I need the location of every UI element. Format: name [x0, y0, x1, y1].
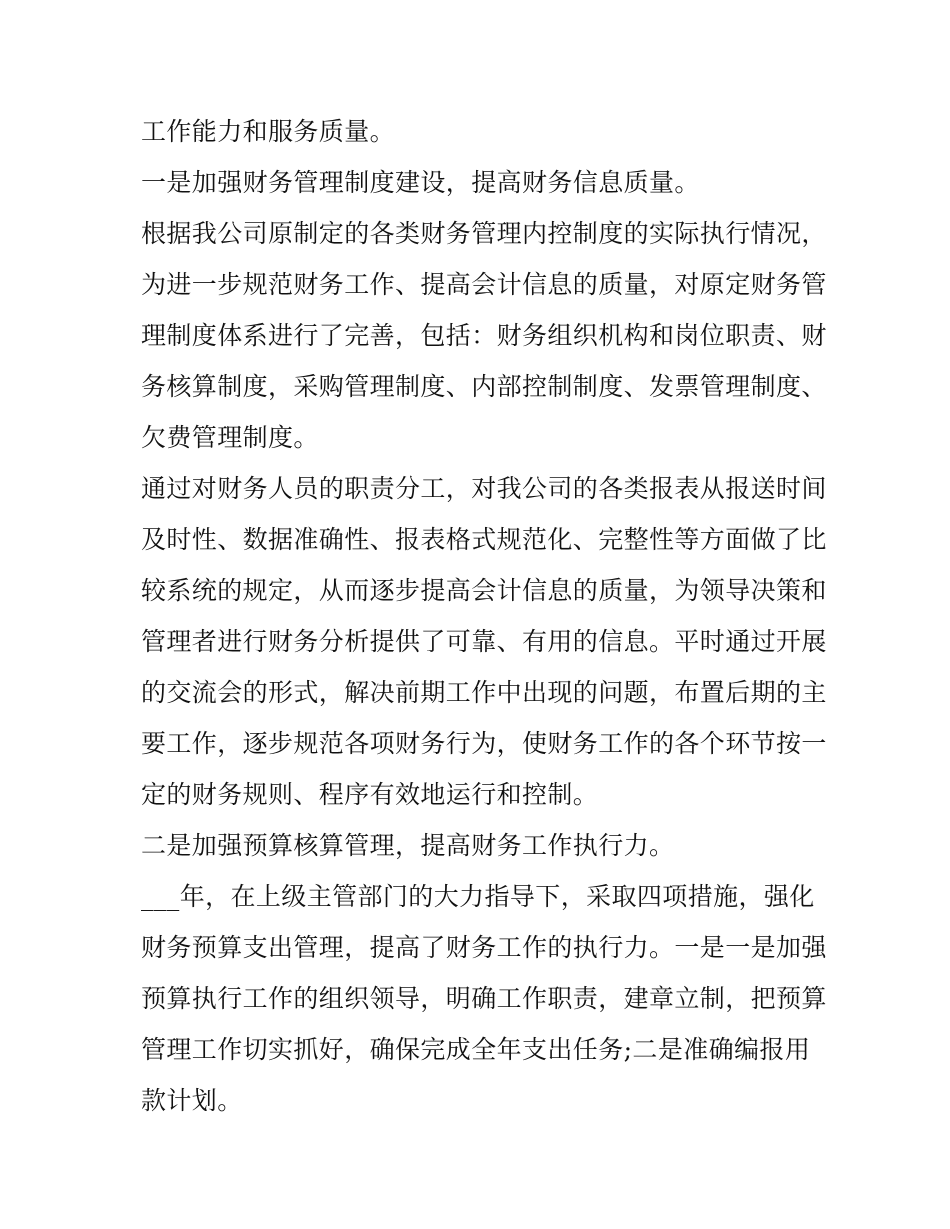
section-heading: 二是加强预算核算管理，提高财务工作执行力。	[141, 831, 675, 860]
text-line: 及时性、数据准确性、报表格式规范化、完整性等方面做了比	[141, 525, 827, 554]
document-body	[141, 106, 827, 1126]
text-line: ___年，在上级主管部门的大力指导下，采取四项措施，强化	[141, 882, 815, 911]
text-line: 通过对财务人员的职责分工，对我公司的各类报表从报送时间	[141, 474, 827, 503]
text-line: 管理工作切实抓好，确保完成全年支出任务;二是准确编报用	[141, 1035, 811, 1064]
text-line: 要工作，逐步规范各项财务行为，使财务工作的各个环节按一	[141, 729, 827, 758]
text-line: 定的财务规则、程序有效地运行和控制。	[141, 780, 599, 809]
text-line: 款计划。	[141, 1086, 243, 1115]
text-line: 理制度体系进行了完善，包括：财务组织机构和岗位职责、财	[141, 321, 827, 350]
text-line: 管理者进行财务分析提供了可靠、有用的信息。平时通过开展	[141, 627, 827, 656]
text-line: 工作能力和服务质量。	[141, 117, 396, 146]
text-line: 预算执行工作的组织领导，明确工作职责，建章立制，把预算	[141, 984, 827, 1013]
section-heading: 一是加强财务管理制度建设，提高财务信息质量。	[141, 168, 700, 197]
text-line: 务核算制度，采购管理制度、内部控制制度、发票管理制度、	[141, 372, 827, 401]
text-line: 财务预算支出管理，提高了财务工作的执行力。一是一是加强	[141, 933, 827, 962]
text-line: 根据我公司原制定的各类财务管理内控制度的实际执行情况，	[141, 219, 827, 248]
text-line: 为进一步规范财务工作、提高会计信息的质量，对原定财务管	[141, 270, 827, 299]
text-line: 欠费管理制度。	[141, 423, 319, 452]
text-line: 的交流会的形式，解决前期工作中出现的问题，布置后期的主	[141, 678, 827, 707]
text-line: 较系统的规定，从而逐步提高会计信息的质量，为领导决策和	[141, 576, 827, 605]
